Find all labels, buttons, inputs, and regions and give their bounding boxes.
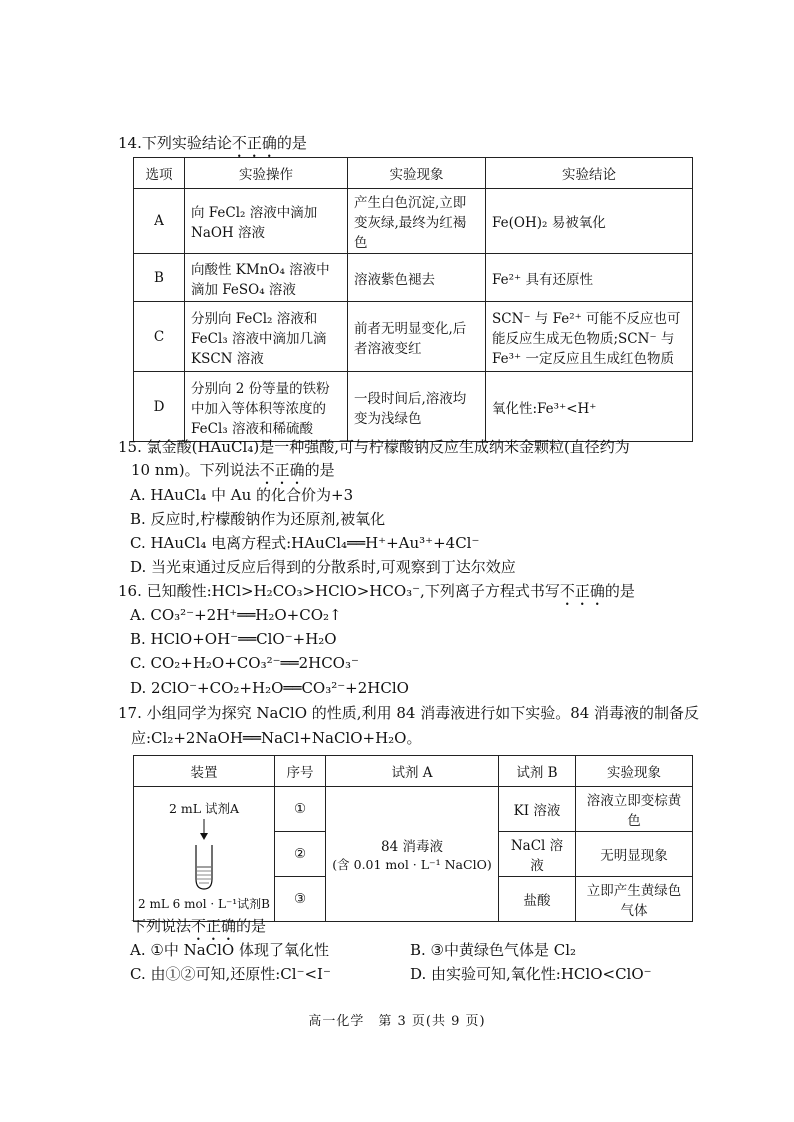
q17-header: 试剂 B	[499, 756, 576, 787]
q17-option-b: B. ③中黄绿色气体是 Cl₂	[410, 941, 577, 959]
q14-phenomenon: 溶液紫色褪去	[348, 254, 486, 302]
q14-header: 实验现象	[348, 158, 486, 189]
apparatus-reagent-b-label: 2 mL 6 mol · L⁻¹试剂B	[138, 896, 270, 911]
q15-line1: 15. 氯金酸(HAuCl₄)是一种强酸,可与柠檬酸钠反应生成纳米金颗粒(直径约为	[118, 438, 630, 456]
q17-option-a: A. ①中 NaClO 体现了氧化性	[130, 941, 329, 959]
q14-operation: 向酸性 KMnO₄ 溶液中滴加 FeSO₄ 溶液	[185, 254, 348, 302]
q15-option-d: D. 当光束通过反应后得到的分散系时,可观察到丁达尔效应	[130, 558, 516, 576]
page-footer: 高一化学 第 3 页(共 9 页)	[308, 1014, 486, 1029]
q14-table	[133, 157, 693, 442]
q14-header-row	[134, 158, 693, 189]
q16-option-a: A. CO₃²⁻+2H⁺══H₂O+CO₂↑	[130, 606, 342, 624]
q17-option-c: C. 由①②可知,还原性:Cl⁻<I⁻	[130, 965, 331, 983]
reagent-b: KI 溶液	[499, 787, 576, 832]
q14-operation: 分别向 2 份等量的铁粉中加入等体积等浓度的 FeCl₃ 溶液和稀硫酸	[185, 372, 348, 442]
q14-option: B	[134, 254, 185, 302]
q17-line1: 17. 小组同学为探究 NaClO 的性质,利用 84 消毒液进行如下实验。84 消毒液的制备反	[118, 704, 700, 722]
q17-header-row	[134, 756, 693, 787]
reagent-a-cell	[326, 787, 499, 922]
q15-line2: 10 nm)。下列说法不正确的是	[131, 461, 335, 479]
table-row	[134, 189, 693, 254]
apparatus-cell	[134, 787, 275, 922]
q15-option-b: B. 反应时,柠檬酸钠作为还原剂,被氧化	[130, 510, 386, 528]
q17-header: 序号	[275, 756, 326, 787]
q14-phenomenon: 产生白色沉淀,立即变灰绿,最终为红褐色	[348, 189, 486, 254]
q17-header: 实验现象	[576, 756, 693, 787]
q17-stem: 下列说法不正确的是	[131, 917, 267, 935]
q16-option-c: C. CO₂+H₂O+CO₃²⁻══2HCO₃⁻	[130, 654, 359, 672]
q17-option-d: D. 由实验可知,氧化性:HClO<ClO⁻	[410, 965, 652, 983]
q16-option-d: D. 2ClO⁻+CO₂+H₂O══CO₃²⁻+2HClO	[130, 679, 409, 697]
q17-phenomenon: 立即产生黄绿色气体	[576, 877, 693, 922]
table-row	[134, 787, 693, 832]
q16-stem: 16. 已知酸性:HCl>H₂CO₃>HClO>HCO₃⁻,下列离子方程式书写不正确的是	[118, 582, 635, 600]
q14-option: A	[134, 189, 185, 254]
q17-phenomenon: 无明显现象	[576, 832, 693, 877]
q14-option: D	[134, 372, 185, 442]
q14-stem: 14.下列实验结论不正确的是	[118, 134, 307, 152]
q14-phenomenon: 一段时间后,溶液均变为浅绿色	[348, 372, 486, 442]
reagent-a-name: 84 消毒液	[381, 839, 443, 855]
reagent-a-concentration: (含 0.01 mol · L⁻¹ NaClO)	[332, 857, 492, 872]
q14-header: 选项	[134, 158, 185, 189]
apparatus-reagent-a-label: 2 mL 试剂A	[168, 800, 240, 816]
q17-phenomenon: 溶液立即变棕黄色	[576, 787, 693, 832]
q14-conclusion: Fe²⁺ 具有还原性	[486, 254, 693, 302]
q17-header: 试剂 A	[326, 756, 499, 787]
q14-header: 实验结论	[486, 158, 693, 189]
q16-option-b: B. HClO+OH⁻══ClO⁻+H₂O	[130, 630, 337, 648]
q17-line2: 应:Cl₂+2NaOH══NaCl+NaClO+H₂O。	[131, 729, 422, 747]
table-row	[134, 372, 693, 442]
q14-conclusion: 氧化性:Fe³⁺<H⁺	[486, 372, 693, 442]
table-row	[134, 254, 693, 302]
q14-header: 实验操作	[185, 158, 348, 189]
q17-row-number: ①	[275, 787, 326, 832]
q14-operation: 向 FeCl₂ 溶液中滴加 NaOH 溶液	[185, 189, 348, 254]
q14-phenomenon: 前者无明显变化,后者溶液变红	[348, 302, 486, 372]
table-row	[134, 302, 693, 372]
q14-operation: 分别向 FeCl₂ 溶液和 FeCl₃ 溶液中滴加几滴 KSCN 溶液	[185, 302, 348, 372]
q17-row-number: ②	[275, 832, 326, 877]
q14-conclusion: Fe(OH)₂ 易被氧化	[486, 189, 693, 254]
q14-conclusion: SCN⁻ 与 Fe²⁺ 可能不反应也可能反应生成无色物质;SCN⁻ 与 Fe³⁺ 一定反应且生成红色物质	[486, 302, 693, 372]
q17-row-number: ③	[275, 877, 326, 922]
q14-option: C	[134, 302, 185, 372]
q17-table	[133, 755, 693, 922]
q17-header: 装置	[134, 756, 275, 787]
reagent-b: NaCl 溶液	[499, 832, 576, 877]
reagent-b: 盐酸	[499, 877, 576, 922]
q15-option-a: A. HAuCl₄ 中 Au 的化合价为+3	[130, 486, 354, 504]
q15-option-c: C. HAuCl₄ 电离方程式:HAuCl₄══H⁺+Au³⁺+4Cl⁻	[130, 534, 480, 552]
